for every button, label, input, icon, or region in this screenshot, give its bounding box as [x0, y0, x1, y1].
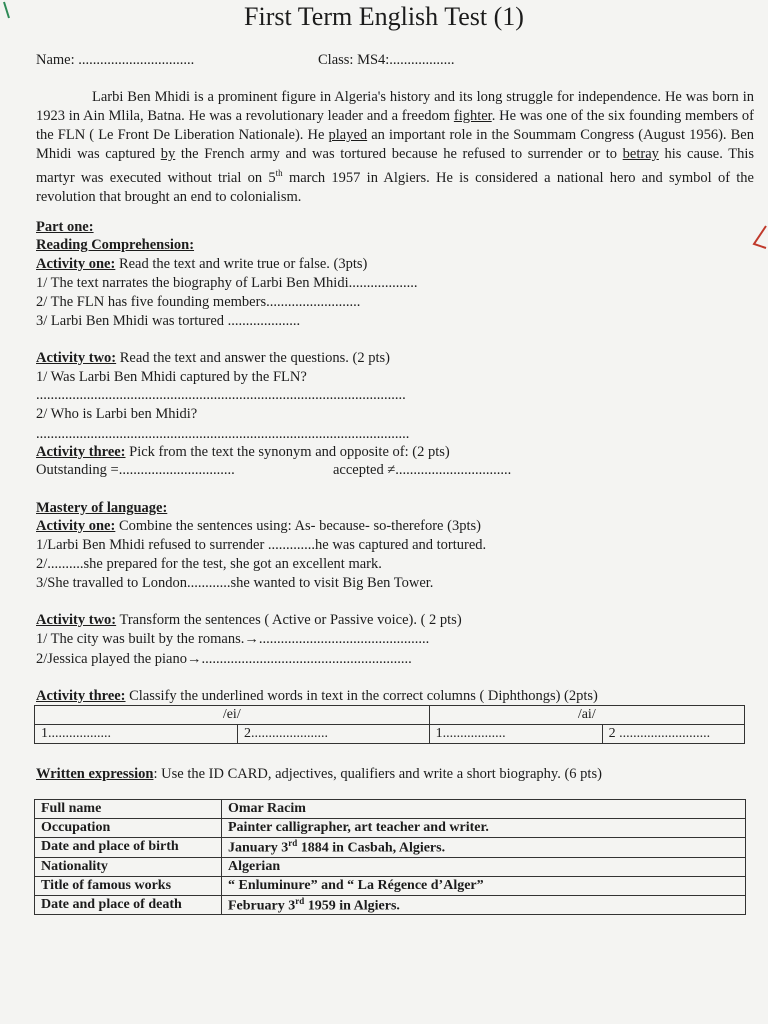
red-pen-mark: [748, 224, 768, 252]
id-card-value: Painter calligrapher, art teacher and writer.: [222, 819, 746, 838]
synonym-prompt: Outstanding =................................: [36, 462, 235, 478]
ordinal-suffix: rd: [295, 895, 305, 906]
mastery-activity-two-text: Transform the sentences ( Active or Passive voice). ( 2 pts): [116, 612, 462, 628]
mastery-of-language-heading: Mastery of language:: [36, 500, 168, 516]
table-row: [35, 857, 746, 876]
table-row: [35, 876, 746, 895]
id-card-key: Occupation: [35, 819, 222, 838]
id-card-value: Omar Racim: [222, 800, 746, 819]
activity-two-label: Activity two:: [36, 350, 117, 366]
true-false-question-3: 3/ Larbi Ben Mhidi was tortured ....................: [36, 313, 301, 329]
green-pen-mark: [0, 0, 14, 24]
passage-text-5: his cause. This martyr was executed without trial on 5: [36, 146, 754, 186]
id-card-value: Algerian: [222, 857, 746, 876]
table-row: [35, 800, 746, 819]
birth-place-text: 1884 in Casbah, Algiers.: [297, 840, 446, 856]
death-date-text: February 3: [228, 898, 296, 914]
table-row: [35, 838, 746, 858]
written-expression-instruction: [36, 765, 602, 783]
transform-sentence-2: 2/Jessica played the piano→..........................................................: [36, 651, 412, 667]
name-field-label: Name: ................................: [36, 52, 195, 68]
underlined-word-by: by: [160, 146, 176, 162]
reading-comprehension-heading: Reading Comprehension:: [36, 237, 195, 253]
diphthong-cell: 1..................: [429, 725, 602, 744]
activity-three-text: Pick from the text the synonym and opposite of: (2 pts): [125, 444, 450, 460]
passage-text-4: the French army and was tortured because he refused to surrender or to: [175, 146, 623, 162]
id-card-key: Date and place of birth: [35, 838, 222, 858]
answer-line-2: .......................................................................................................: [36, 426, 410, 442]
id-card-value: [222, 838, 746, 858]
true-false-question-2: 2/ The FLN has five founding members..........................: [36, 294, 361, 310]
mastery-activity-one-instruction: [36, 517, 481, 535]
id-card-table: [34, 799, 746, 915]
diphthong-cell: 2 ..........................: [602, 725, 744, 744]
id-card-key: Nationality: [35, 857, 222, 876]
diphthong-header-ai: /ai/: [429, 706, 744, 725]
table-row: [35, 895, 746, 915]
underlined-word-fighter: fighter: [453, 108, 492, 124]
passage-text-2: . He was one of the six founding members of the FLN ( Le Front De Liberation Nationale). He: [36, 108, 754, 143]
mastery-activity-one-text: Combine the sentences using: As- because- so-therefore (3pts): [115, 518, 481, 534]
mastery-activity-three-instruction: [36, 687, 598, 705]
question-1: 1/ Was Larbi Ben Mhidi captured by the FLN?: [36, 369, 307, 385]
answer-line-1: ......................................................................................................: [36, 387, 406, 403]
ordinal-suffix: rd: [288, 838, 298, 848]
birth-date-text: January 3: [228, 840, 289, 856]
diphthong-cell: 1..................: [35, 725, 238, 744]
true-false-question-1: 1/ The text narrates the biography of Larbi Ben Mhidi...................: [36, 275, 418, 291]
passage-text-3: an important role in the Soummam Congress (August 1956). Ben Mhidi was captured: [36, 127, 754, 162]
id-card-key: Date and place of death: [35, 895, 222, 915]
class-field-label: Class: MS4:..................: [318, 52, 455, 68]
id-card-key: Full name: [35, 800, 222, 819]
written-expression-label: Written expression: [36, 766, 154, 782]
activity-one-text: Read the text and write true or false. (3pts): [115, 256, 368, 272]
opposite-prompt: accepted ≠................................: [333, 462, 512, 478]
id-card-key: Title of famous works: [35, 876, 222, 895]
activity-two-instruction: [36, 349, 390, 367]
passage-text-1: Larbi Ben Mhidi is a prominent figure in Algeria's history and its long struggle for independence. He was born in 1923 in Ain Mlila, Batna. He was a revolutionary leader and a freedom: [36, 89, 754, 124]
ordinal-suffix: th: [275, 168, 283, 178]
id-card-value: “ Enluminure” and “ La Régence d’Alger”: [222, 876, 746, 895]
id-card-value: [222, 895, 746, 915]
diphthong-header-ei: /ei/: [35, 706, 430, 725]
page-title: First Term English Test (1): [244, 2, 524, 31]
transform-sentence-1: 1/ The city was built by the romans.→...............................................: [36, 631, 430, 647]
mastery-activity-two-label: Activity two:: [36, 612, 117, 628]
mastery-activity-two-instruction: [36, 611, 462, 629]
combine-sentence-1: 1/Larbi Ben Mhidi refused to surrender .............he was captured and tortured.: [36, 537, 487, 553]
activity-two-text: Read the text and answer the questions. (2 pts): [116, 350, 390, 366]
mastery-activity-one-label: Activity one:: [36, 518, 116, 534]
activity-one-instruction: [36, 255, 367, 273]
reading-passage: [36, 88, 754, 207]
diphthong-cell: 2......................: [238, 725, 430, 744]
diphthong-table: [34, 705, 745, 744]
activity-one-label: Activity one:: [36, 256, 116, 272]
part-one-heading: Part one:: [36, 219, 94, 235]
written-expression-text: : Use the ID CARD, adjectives, qualifiers and write a short biography. (6 pts): [153, 766, 602, 782]
table-row: [35, 819, 746, 838]
activity-three-instruction: [36, 443, 450, 461]
question-2: 2/ Who is Larbi ben Mhidi?: [36, 406, 198, 422]
underlined-word-betray: betray: [622, 146, 659, 162]
death-place-text: 1959 in Algiers.: [304, 898, 400, 914]
activity-three-label: Activity three:: [36, 444, 126, 460]
mastery-activity-three-label: Activity three:: [36, 688, 126, 704]
passage-text-6: march 1957 in Algiers. He is considered a national hero and symbol of the revolution that brought an end to colonialism.: [36, 169, 754, 205]
underlined-word-played: played: [328, 127, 368, 143]
combine-sentence-2: 2/..........she prepared for the test, she got an excellent mark.: [36, 556, 382, 572]
mastery-activity-three-text: Classify the underlined words in text in the correct columns ( Diphthongs) (2pts): [125, 688, 598, 704]
combine-sentence-3: 3/She travalled to London............she wanted to visit Big Ben Tower.: [36, 575, 434, 591]
